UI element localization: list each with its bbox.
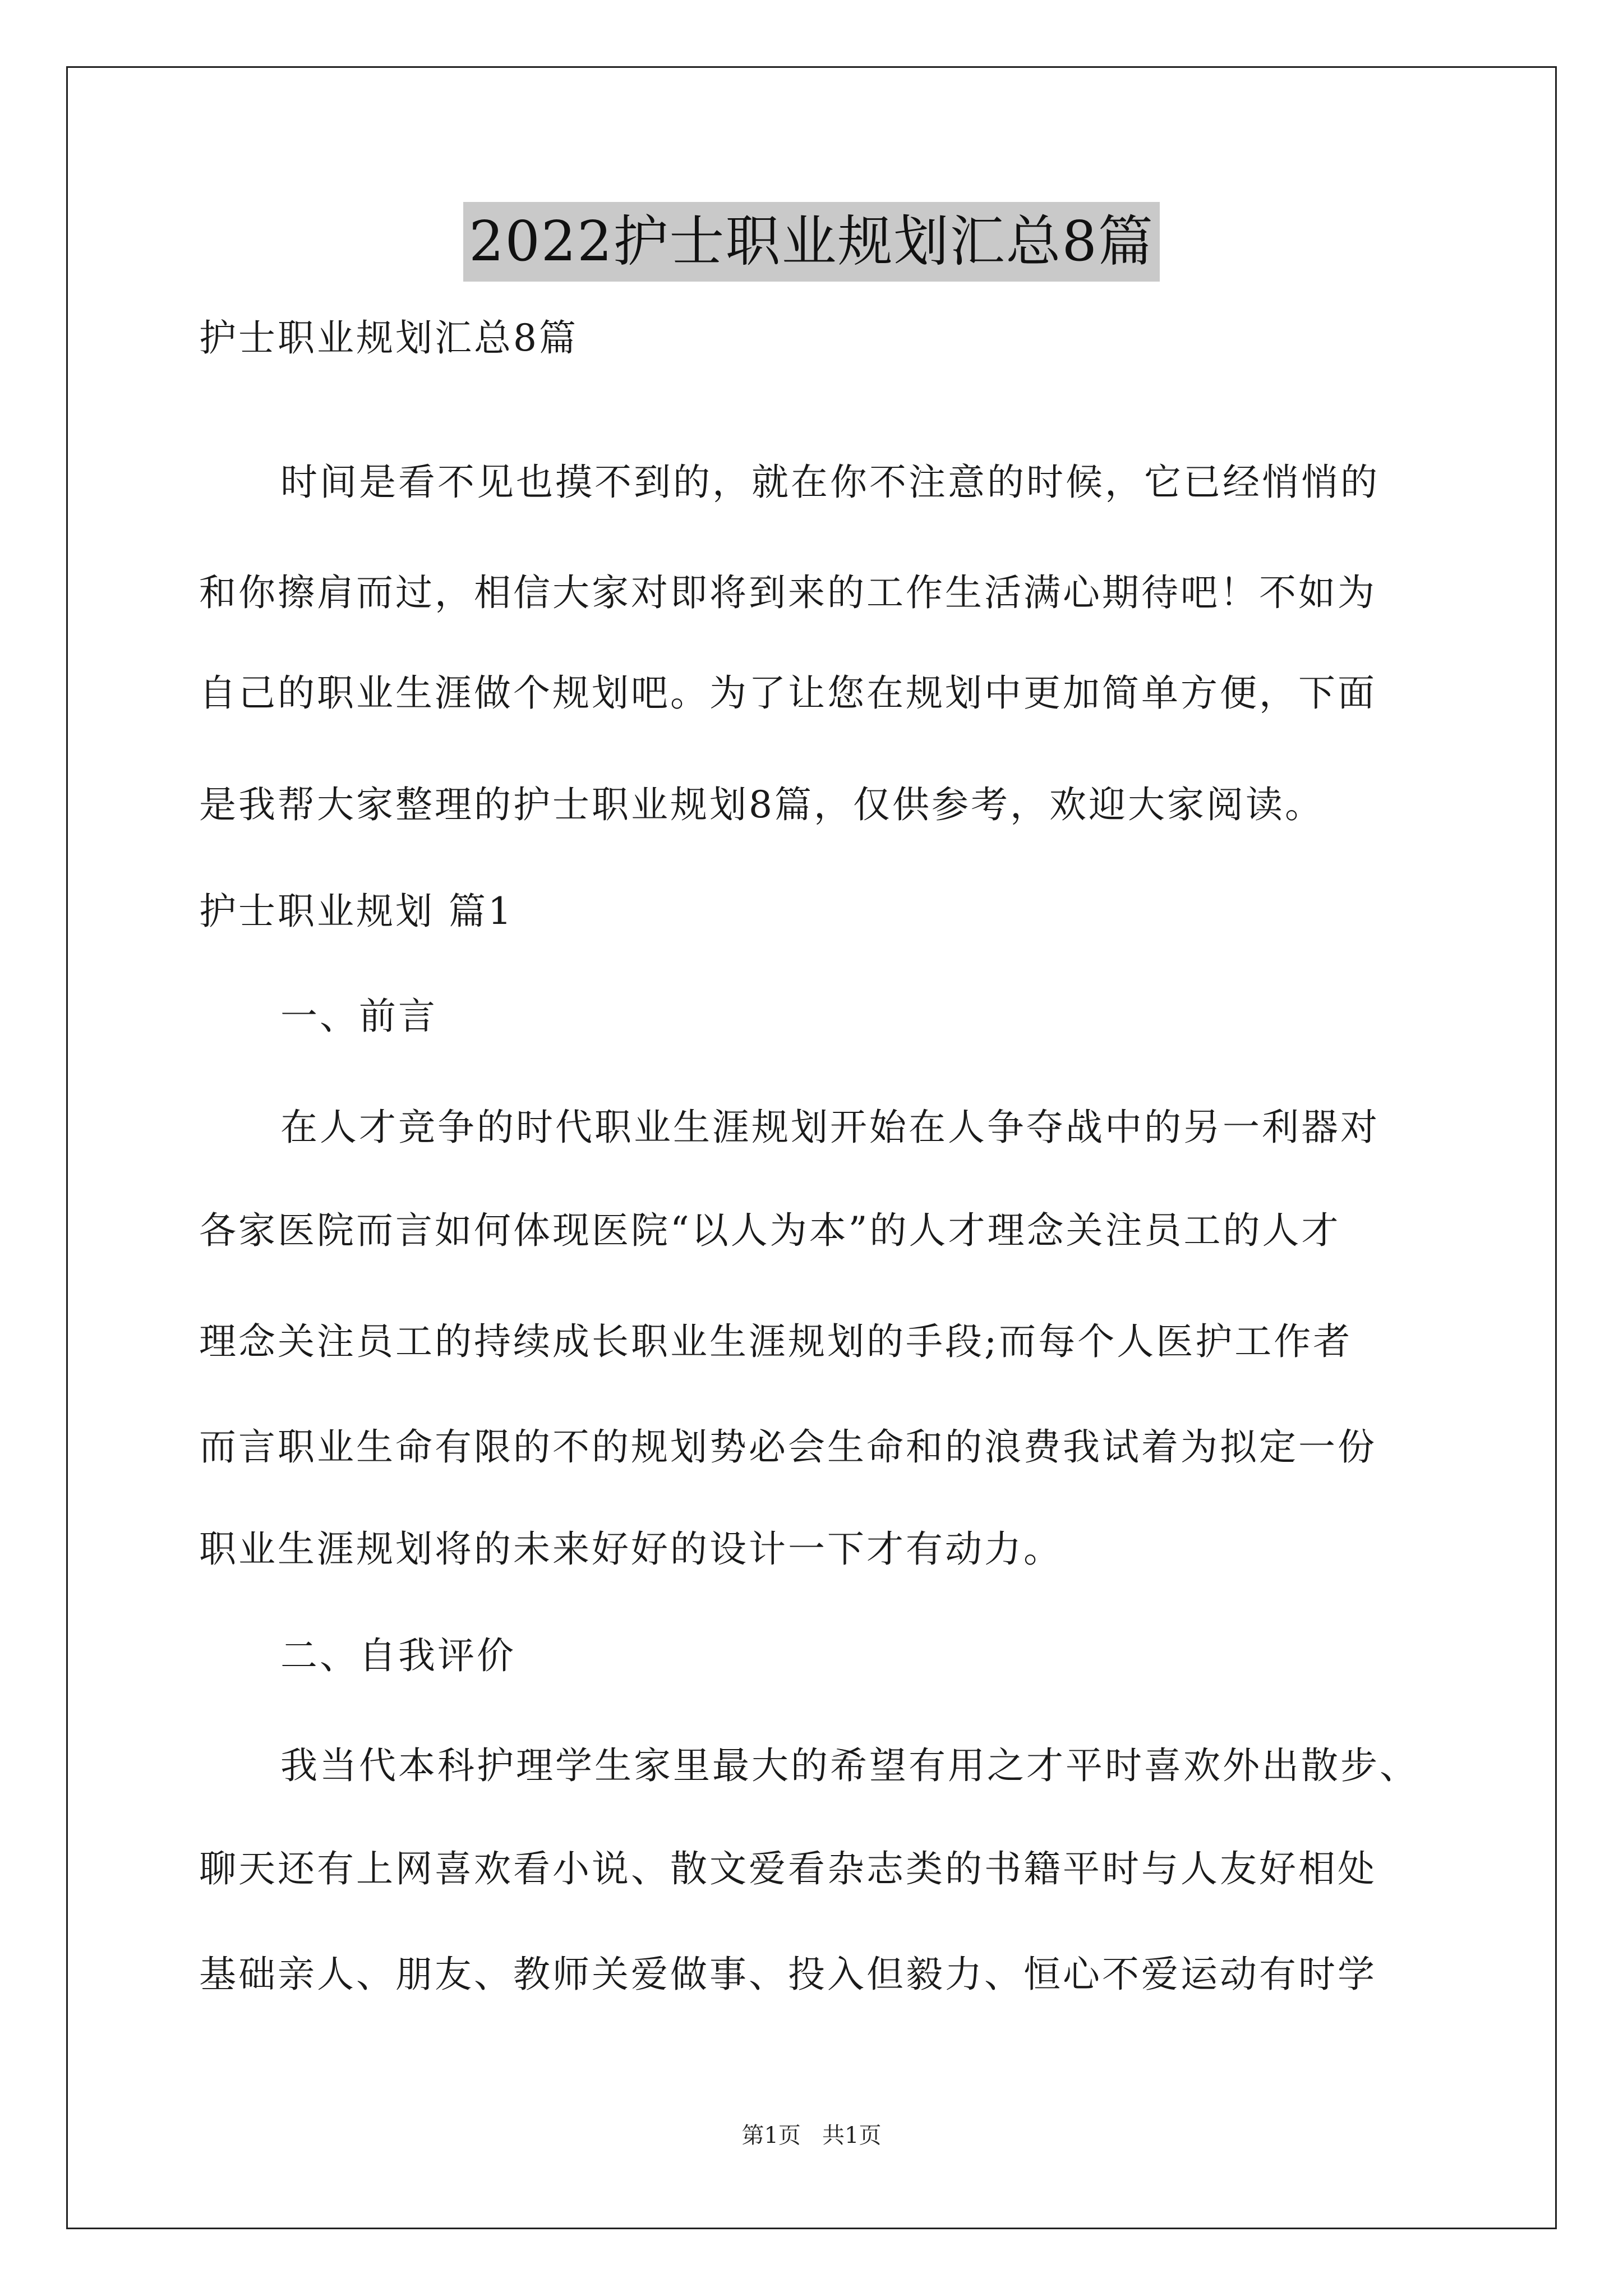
page-footer: 第1页 共1页 [741,2123,882,2148]
intro-line: 自己的职业生涯做个规划吧。为了让您在规划中更加简单方便，下面 [199,671,1377,715]
paragraph-line: 理念关注员工的持续成长职业生涯规划的手段;而每个人医护工作者 [199,1320,1353,1363]
intro-line: 是我帮大家整理的护士职业规划8篇，仅供参考，欢迎大家阅读。 [199,783,1324,826]
paragraph-line: 聊天还有上网喜欢看小说、散文爱看杂志类的书籍平时与人友好相处 [199,1847,1377,1890]
paragraph-line: 在人才竞争的时代职业生涯规划开始在人争夺战中的另一利器对 [280,1106,1380,1149]
intro-line: 和你擦肩而过，相信大家对即将到来的工作生活满心期待吧！不如为 [199,571,1377,614]
document-title: 2022护士职业规划汇总8篇 [463,202,1160,282]
paragraph-line: 基础亲人、朋友、教师关爱做事、投入但毅力、恒心不爱运动有时学 [199,1953,1377,1996]
paragraph-line: 职业生涯规划将的未来好好的设计一下才有动力。 [199,1527,1063,1571]
intro-line: 时间是看不见也摸不到的，就在你不注意的时候，它已经悄悄的 [280,461,1380,504]
heading-preface: 一、前言 [280,995,437,1038]
paragraph-line: 各家医院而言如何体现医院“以人为本”的人才理念关注员工的人才 [199,1209,1341,1252]
title-container [0,202,1623,282]
heading-self-evaluation: 二、自我评价 [280,1634,516,1677]
subtitle: 护士职业规划汇总8篇 [199,316,578,360]
paragraph-line: 而言职业生命有限的不的规划势必会生命和的浪费我试着为拟定一份 [199,1425,1377,1469]
section-title: 护士职业规划 篇1 [199,890,514,933]
paragraph-line: 我当代本科护理学生家里最大的希望有用之才平时喜欢外出散步、 [280,1744,1419,1787]
